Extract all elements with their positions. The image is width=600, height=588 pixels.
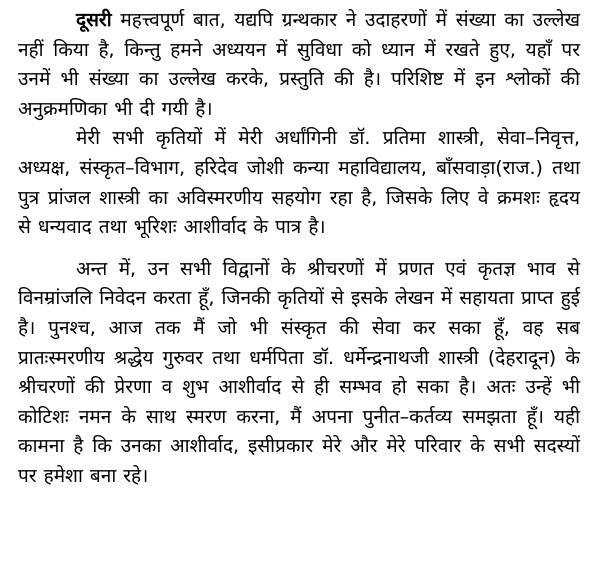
paragraph-acknowledgement-scholars — [18, 255, 580, 492]
paragraph-body: मेरी सभी कृतियों में मेरी अर्धांगिनी डॉ. प्रतिमा शास्त्री, सेवा–निवृत्त, अध्यक्ष, संस्कृत–विभाग, हरिदेव जोशी कन्या महाविद्यालय, बाँसवाड़ा(राज.) तथा पुत्र प्रांजल शास्त्री का अविस्मरणीय सहयोग रहा है, जिसके लिए वे क्रमशः हृदय से धन्यवाद तथा भूरिशः आशीर्वाद के पात्र है। — [18, 127, 580, 239]
paragraph-lead-word: दूसरी — [76, 9, 112, 31]
paragraph-acknowledgement-family — [18, 124, 580, 242]
paragraph-numbering-note — [18, 6, 580, 124]
paragraph-body: महत्त्वपूर्ण बात, यद्यपि ग्रन्थकार ने उदाहरणों में संख्या का उल्लेख नहीं किया है, किन्तु हमने अध्ययन में सुविधा को ध्यान में रखते हुए, यहाँ पर उनमें भी संख्या का उल्लेख करके, प्रस्तुति की है। परिशिष्ट में इन श्लोकों की अनुक्रमणिका भी दी गयी है। — [18, 9, 580, 120]
paragraph-body: अन्त में, उन सभी विद्वानों के श्रीचरणों में प्रणत एवं कृतज्ञ भाव से विनम्रांजलि निवेदन करता हूँ, जिनकी कृतियों से इसके लेखन में सहायता प्राप्त हुई है। पुनश्च, आज तक मैं जो भी संस्कृत की सेवा कर सका हूँ, वह सब प्रातःस्मरणीय श्रद्धेय गुरुवर तथा धर्मपिता डॉ. धर्मेन्द्रनाथजी शास्त्री (देहरादून) के श्रीचरणों की प्रेरणा व शुभ आशीर्वाद से ही सम्भव हो सका है। अतः उन्हें भी कोटिशः नमन के साथ स्मरण करना, मैं अपना पुनीत–कर्तव्य समझता हूँ। यही कामना है कि उनका आशीर्वाद, इसीप्रकार मेरे और मेरे परिवार के सभी सदस्यों पर हमेशा बना रहे। — [18, 257, 580, 487]
